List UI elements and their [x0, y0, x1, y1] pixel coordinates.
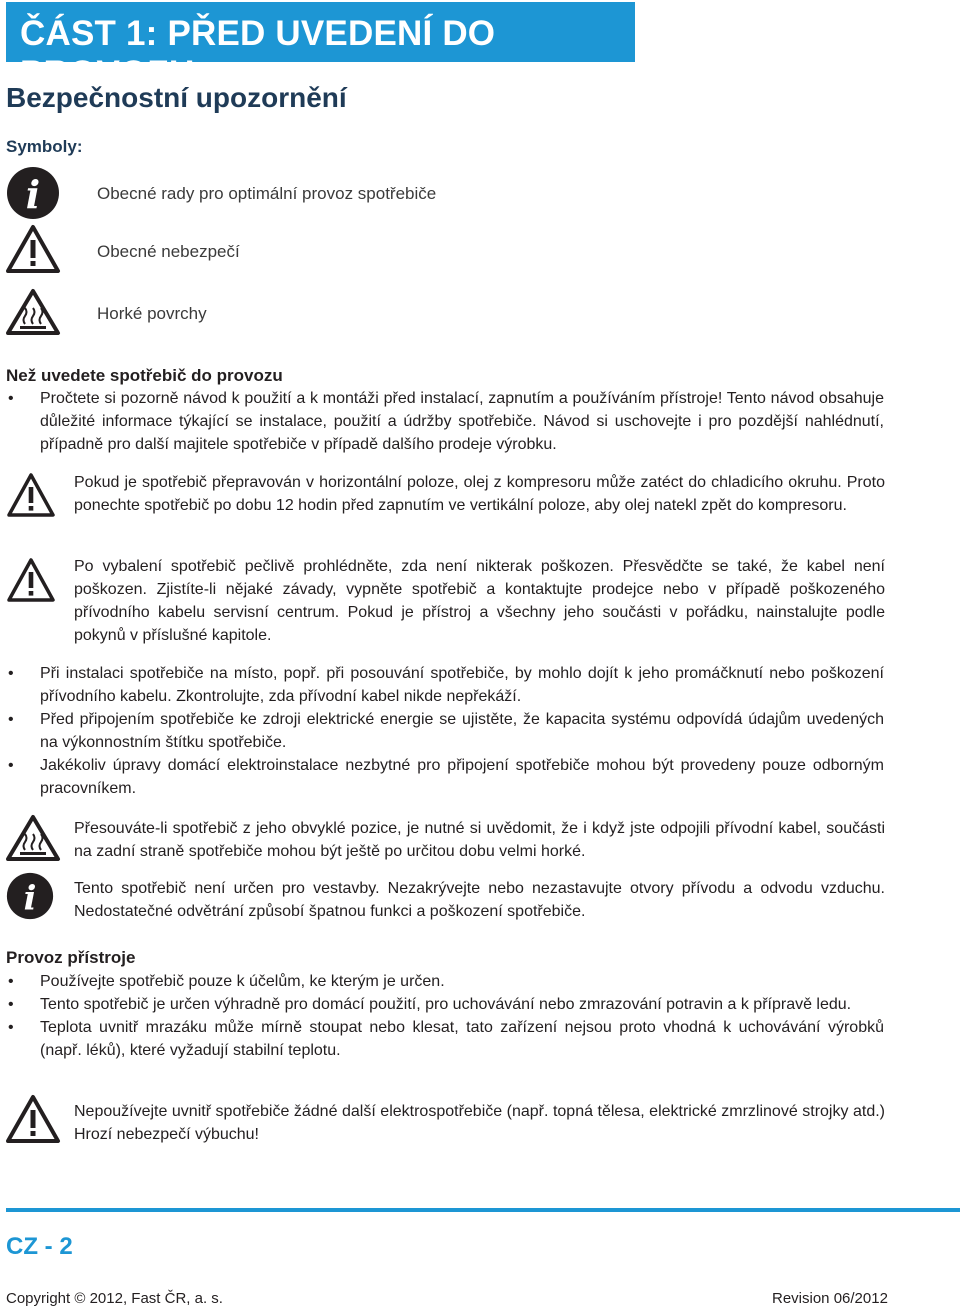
part-banner: [6, 2, 635, 93]
list-item: [6, 387, 884, 456]
revision: Revision 06/2012: [772, 1290, 888, 1307]
list-item-text: Tento spotřebič je určen výhradně pro domácí použití, pro uchovávání nebo zmrazování potravin a k přípravě ledu.: [40, 996, 852, 1013]
hot-surface-icon: [5, 288, 59, 342]
list-item: [6, 993, 884, 1016]
warning-transport: Pokud je spotřebič přepravován v horizontální poloze, olej z kompresoru může zatéct do chladicího okruhu. Proto ponechte spotřebič po dobu 12 hodin před zapnutím ve vertikální poloze, aby olej natekl zpět do kompresoru.: [74, 474, 885, 514]
list-item-text: Jakékoliv úpravy domácí elektroinstalace nezbytné pro připojení spotřebiče mohou být provedeny pouze odborným pracovníkem.: [40, 757, 884, 797]
symbol-label-warning: Obecné nebezpečí: [97, 242, 240, 261]
warning-explosion: Nepoužívejte uvnitř spotřebiče žádné další elektrospotřebiče (např. topná tělesa, elektrické zmrzlinové strojky atd.) Hrozí nebezpečí výbuchu!: [74, 1103, 885, 1143]
list-item: [6, 662, 884, 708]
before-use-bullets: [6, 387, 884, 456]
warning-icon: [6, 557, 56, 603]
list-item-text: Před připojením spotřebiče ke zdroji elektrické energie se ujistěte, že kapacita systému odpovídá údajům uvedených na výkonnostním štítku spotřebiče.: [40, 711, 884, 751]
list-item: [6, 754, 884, 800]
list-item-text: Teplota uvnitř mrazáku může mírně stoupat nebo klesat, tato zařízení nejsou proto vhodná k uchovávání výrobků (např. léků), které vyžadují stabilní teplotu.: [40, 1019, 884, 1059]
symbol-label-hot: Horké povrchy: [97, 304, 207, 323]
hot-surface-note: Přesouváte-li spotřebič z jeho obvyklé pozice, je nutné si uvědomit, že i když jste odpojili přívodní kabel, součásti na zadní straně spotřebiče mohou být ještě po určitou dobu velmi horké.: [74, 820, 885, 860]
list-item: [6, 970, 884, 993]
list-item: [6, 708, 884, 754]
page-heading: Bezpečnostní upozornění: [6, 82, 347, 113]
info-icon: [6, 166, 60, 220]
section-title-before-use: Než uvedete spotřebič do provozu: [6, 366, 283, 385]
list-item-text: Používejte spotřebič pouze k účelům, ke kterým je určen.: [40, 973, 445, 990]
footer-divider: [6, 1208, 960, 1212]
warning-icon: [5, 224, 59, 278]
info-icon: [6, 872, 54, 920]
info-note: Tento spotřebič není určen pro vestavby. Nezakrývejte nebo nezastavujte otvory přívodu a odvodu vzduchu. Nedostatečné odvětrání způsobí špatnou funkci a poškození spotřebiče.: [74, 880, 885, 920]
svg-text:i: i: [23, 877, 37, 918]
list-item-text: Při instalaci spotřebiče na místo, popř. při posouvání spotřebiče, by mohlo dojít k jeho promáčknutí nebo poškození přívodního kabelu. Zkontrolujte, zda přívodní kabel nikde nepřekáží.: [40, 665, 884, 705]
copyright: Copyright © 2012, Fast ČR, a. s.: [6, 1290, 223, 1307]
warning-icon: [5, 1094, 61, 1144]
operation-bullets: [6, 970, 884, 1062]
part-title: ČÁST 1: PŘED UVEDENÍ DO PROVOZU: [20, 14, 496, 93]
warning-icon: [6, 472, 56, 518]
list-item-text: Pročtete si pozorně návod k použití a k montáži před instalací, zapnutím a používáním přístroje! Tento návod obsahuje důležité informace týkající se instalace, použití a údržby spotřebiče. Návod si uschovejte i pro pozdější nahlédnutí, případně pro další majitele spotřebiče v případě dalšího prodeje výrobku.: [40, 390, 884, 453]
symbol-label-info: Obecné rady pro optimální provoz spotřebiče: [97, 184, 437, 203]
list-item: [6, 1016, 884, 1062]
svg-text:i: i: [25, 172, 41, 217]
symbols-label: Symboly:: [6, 137, 83, 156]
hot-surface-icon: [5, 814, 61, 862]
installation-bullets: [6, 662, 884, 800]
page-number: CZ - 2: [6, 1233, 73, 1260]
warning-unpacking: Po vybalení spotřebič pečlivě prohlédněte, zda není nikterak poškozen. Přesvědčte se také, že kabel není poškozen. Zjistíte-li nějaké závady, vypněte spotřebič a kontaktujte prodejce nebo v případě poškozeného přívodního kabelu servisní centrum. Pokud je přístroj a všechny jeho součásti v pořádku, nainstalujte podle pokynů v příslušné kapitole.: [74, 558, 885, 644]
section-title-operation: Provoz přístroje: [6, 948, 136, 967]
